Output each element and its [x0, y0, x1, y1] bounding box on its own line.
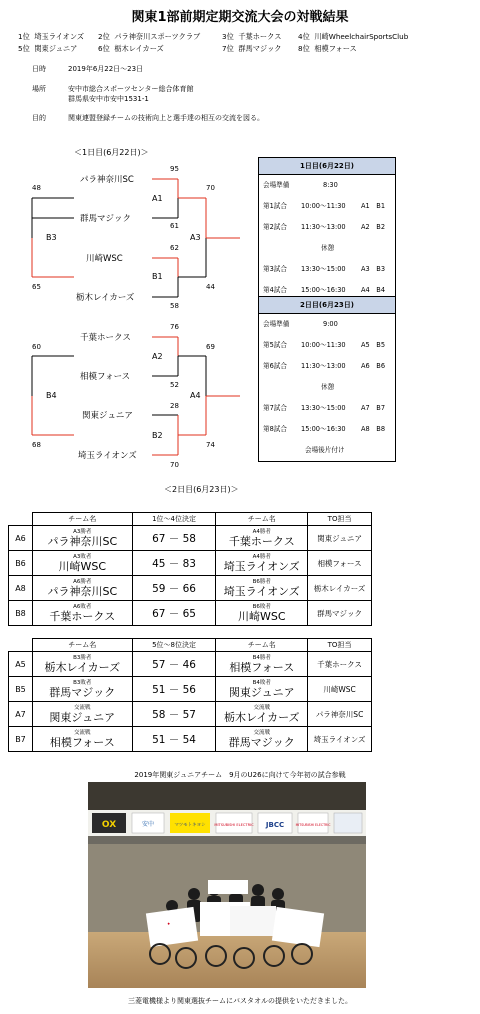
match-id: B7	[9, 727, 33, 752]
rank-6: 6位 栃木レイカーズ	[98, 44, 164, 53]
match-label: B4	[46, 391, 57, 400]
slot-games: A7 B7	[361, 404, 386, 412]
team-sub: B3敗者	[73, 680, 92, 686]
rank-5: 5位 関東ジュニア	[18, 44, 78, 53]
match-score: 57 － 46	[132, 652, 216, 677]
match-label: A3	[190, 233, 201, 242]
slot-label: 第5試合	[263, 341, 287, 349]
match-score: 45 － 83	[132, 551, 216, 576]
to-team: 群馬マジック	[308, 601, 372, 626]
result-table-top4	[8, 512, 372, 626]
header-cell: チーム名	[216, 639, 308, 652]
rank-8: 8位 相模フォース	[298, 44, 357, 53]
team-cell	[216, 652, 308, 677]
team-photo	[88, 782, 366, 988]
score: 62	[170, 244, 179, 252]
score: 69	[206, 343, 215, 351]
page-title: 関東1部前期定期交流大会の対戦結果	[131, 10, 349, 25]
team-cell	[216, 601, 308, 626]
slot-label: 第7試合	[263, 404, 287, 412]
team-sub: 交流戦	[253, 730, 271, 736]
slot-label: 第1試合	[263, 202, 287, 210]
team-name: 栃木レイカーズ	[223, 711, 300, 724]
purpose-value: 関東連盟登録チームの技術向上と選手達の相互の交流を図る。	[68, 114, 264, 122]
rank-3: 3位 千葉ホークス	[222, 32, 282, 41]
team-sub: B3勝者	[73, 655, 92, 661]
team-name: 栃木レイカーズ	[44, 661, 121, 674]
header-cell: 1位～4位決定	[132, 513, 216, 526]
match-score: 59 － 66	[132, 576, 216, 601]
slot-time: 13:30～15:00	[301, 404, 346, 412]
to-team: 川崎WSC	[308, 677, 372, 702]
slot-time: 11:30～13:00	[301, 362, 346, 370]
team-name: 川崎WSC	[58, 560, 107, 573]
purpose-label: 目的	[32, 114, 46, 122]
team-cell	[32, 526, 132, 551]
slot-label: 会場準備	[263, 181, 290, 189]
score: 68	[32, 441, 41, 449]
match-score: 58 － 57	[132, 702, 216, 727]
date-label: 日時	[32, 65, 46, 73]
team-cell	[216, 526, 308, 551]
header-cell: チーム名	[216, 513, 308, 526]
team-name: 埼玉ライオンズ	[223, 560, 300, 573]
team-sub: A6勝者	[73, 579, 92, 585]
bracket-team: 千葉ホークス	[80, 333, 131, 343]
team-sub: A4勝者	[252, 554, 271, 560]
slot-label: 第4試合	[263, 286, 287, 294]
team-sub: 交流戦	[74, 705, 91, 711]
team-cell	[216, 727, 308, 752]
score: 60	[32, 343, 41, 351]
score: 74	[206, 441, 215, 449]
team-cell	[216, 551, 308, 576]
table-row	[9, 601, 372, 626]
photo-caption-bottom: 三菱電機様より関東選抜チームにバスタオルの提供をいただきました。	[128, 997, 352, 1005]
banner-text: MITSUBISHI ELECTRIC	[295, 823, 331, 827]
match-label: A1	[152, 194, 163, 203]
table-header-row	[9, 513, 372, 526]
team-sub: B4勝者	[252, 655, 271, 661]
slot-label: 第8試合	[263, 425, 287, 433]
table-row	[9, 677, 372, 702]
team-name: 群馬マジック	[49, 686, 116, 699]
table-row	[9, 727, 372, 752]
svg-text:◆: ◆	[167, 921, 171, 926]
bracket-team: 相模フォース	[80, 372, 131, 382]
match-score: 51 － 54	[132, 727, 216, 752]
team-name: パラ神奈川SC	[47, 585, 118, 598]
slot-games: A6 B6	[361, 362, 386, 370]
match-score: 51 － 56	[132, 677, 216, 702]
place-value-2: 群馬県安中市安中1531-1	[68, 95, 149, 103]
banner-text: マツモトキヨシ	[174, 823, 206, 828]
match-score: 67 － 65	[132, 601, 216, 626]
banner-text: OX	[101, 820, 117, 830]
team-name: 関東ジュニア	[228, 686, 295, 699]
slot-break: 休憩	[321, 244, 335, 252]
team-name: 川崎WSC	[238, 610, 286, 623]
score: 44	[206, 283, 215, 291]
match-id: B5	[9, 677, 33, 702]
team-sub: B6勝者	[252, 579, 271, 585]
slot-games: A1 B1	[361, 202, 386, 210]
score: 52	[170, 381, 179, 389]
team-cell	[32, 727, 132, 752]
slot-games: A5 B5	[361, 341, 386, 349]
team-name: 相模フォース	[229, 661, 295, 674]
header-cell: チーム名	[32, 639, 132, 652]
team-cell	[32, 551, 132, 576]
table-row	[9, 526, 372, 551]
match-label: A2	[152, 352, 163, 361]
slot-time: 11:30～13:00	[301, 223, 346, 231]
team-sub: 交流戦	[74, 730, 91, 736]
team-sub: B6敗者	[252, 604, 271, 610]
rank-1: 1位 埼玉ライオンズ	[18, 32, 85, 41]
team-sub: A6敗者	[73, 604, 92, 610]
table-row	[9, 551, 372, 576]
team-sub: A4勝者	[252, 529, 271, 535]
team-sub: A3勝者	[73, 529, 92, 535]
slot-time: 8:30	[323, 181, 338, 189]
team-sub: A3敗者	[73, 554, 92, 560]
slot-games: A8 B8	[361, 425, 386, 433]
result-table-5to8	[8, 638, 372, 752]
photo-caption-top: 2019年関東ジュニアチーム 9月のU26に向けて今年初の試合参戦	[134, 771, 346, 779]
to-team: パラ神奈川SC	[308, 702, 372, 727]
bracket-team: 群馬マジック	[80, 214, 132, 224]
schedule-day2	[258, 296, 396, 462]
header-cell	[9, 639, 33, 652]
team-name: 千葉ホークス	[228, 535, 295, 548]
score: 48	[32, 184, 41, 192]
team-sub: B4敗者	[252, 680, 271, 686]
team-cell	[32, 702, 132, 727]
score: 58	[170, 302, 179, 310]
bracket-lines	[0, 0, 480, 480]
team-name: 埼玉ライオンズ	[223, 585, 300, 598]
to-team: 栃木レイカーズ	[308, 576, 372, 601]
place-value-1: 安中市総合スポーツセンター総合体育館	[68, 85, 194, 93]
header-cell: TO担当	[308, 639, 372, 652]
match-label: A4	[190, 391, 201, 400]
bracket-team: 関東ジュニア	[82, 411, 133, 421]
match-id: B6	[9, 551, 33, 576]
bracket-team: パラ神奈川SC	[80, 175, 134, 185]
slot-label: 第6試合	[263, 362, 287, 370]
schedule-day1	[258, 157, 396, 302]
team-cell	[32, 677, 132, 702]
score: 76	[170, 323, 179, 331]
slot-time: 13:30～15:00	[301, 265, 346, 273]
score: 65	[32, 283, 41, 291]
place-label: 場所	[32, 85, 46, 93]
team-name: 相模フォース	[49, 736, 115, 749]
day1-label: ＜1日目(6月22日)＞	[74, 148, 149, 157]
slot-time: 15:00～16:30	[301, 425, 346, 433]
match-id: A5	[9, 652, 33, 677]
to-team: 相模フォース	[308, 551, 372, 576]
team-photo-illustration	[88, 782, 366, 988]
table-row	[9, 702, 372, 727]
to-team: 埼玉ライオンズ	[308, 727, 372, 752]
match-id: A6	[9, 526, 33, 551]
slot-time: 10:00～11:30	[301, 202, 346, 210]
bracket-team: 埼玉ライオンズ	[78, 451, 137, 461]
match-id: A8	[9, 576, 33, 601]
match-id: B8	[9, 601, 33, 626]
slot-time: 9:00	[323, 320, 338, 328]
header-cell	[9, 513, 33, 526]
team-cell	[216, 576, 308, 601]
to-team: 関東ジュニア	[308, 526, 372, 551]
bracket-team: 栃木レイカーズ	[76, 293, 135, 303]
slot-label: 会場準備	[263, 320, 290, 328]
rank-4: 4位 川崎WheelchairSportsClub	[298, 32, 409, 41]
match-label: B3	[46, 233, 57, 242]
day2-label: ＜2日目(6月23日)＞	[164, 485, 239, 494]
banner-text: JBCC	[265, 821, 285, 829]
header-cell: チーム名	[32, 513, 132, 526]
score: 70	[206, 184, 215, 192]
slot-label: 第2試合	[263, 223, 287, 231]
team-cell	[32, 652, 132, 677]
team-name: パラ神奈川SC	[47, 535, 118, 548]
table-row	[9, 576, 372, 601]
date-value: 2019年6月22日～23日	[68, 65, 144, 73]
table-row	[9, 652, 372, 677]
slot-games: A4 B4	[361, 286, 386, 294]
header-cell: 5位～8位決定	[132, 639, 216, 652]
rank-7: 7位 群馬マジック	[222, 44, 282, 53]
match-label: B2	[152, 431, 163, 440]
table-header-row	[9, 639, 372, 652]
team-name: 千葉ホークス	[49, 610, 116, 623]
match-score: 67 － 58	[132, 526, 216, 551]
slot-games: A3 B3	[361, 265, 386, 273]
team-cell	[32, 576, 132, 601]
slot-games: A2 B2	[361, 223, 386, 231]
score: 95	[170, 165, 179, 173]
banner-text: MITSUBISHI ELECTRIC	[214, 823, 254, 827]
to-team: 千葉ホークス	[308, 652, 372, 677]
bracket-team: 川崎WSC	[86, 254, 123, 264]
header-cell: TO担当	[308, 513, 372, 526]
team-cell	[216, 677, 308, 702]
score: 70	[170, 461, 179, 469]
slot-break: 休憩	[321, 383, 335, 391]
banner-text: 安中	[141, 821, 155, 828]
slot-cleanup: 会場後片付け	[305, 446, 345, 454]
schedule-header: 1日目(6月22日)	[259, 158, 395, 175]
match-label: B1	[152, 272, 163, 281]
rank-2: 2位 パラ神奈川スポーツクラブ	[98, 32, 201, 41]
team-name: 関東ジュニア	[49, 711, 116, 724]
team-cell	[32, 601, 132, 626]
team-cell	[216, 702, 308, 727]
match-id: A7	[9, 702, 33, 727]
score: 28	[170, 402, 179, 410]
team-name: 群馬マジック	[228, 736, 295, 749]
slot-label: 第3試合	[263, 265, 287, 273]
schedule-header: 2日目(6月23日)	[259, 297, 395, 314]
slot-time: 10:00～11:30	[301, 341, 346, 349]
team-sub: 交流戦	[253, 705, 271, 711]
score: 61	[170, 222, 179, 230]
slot-time: 15:00～16:30	[301, 286, 346, 294]
